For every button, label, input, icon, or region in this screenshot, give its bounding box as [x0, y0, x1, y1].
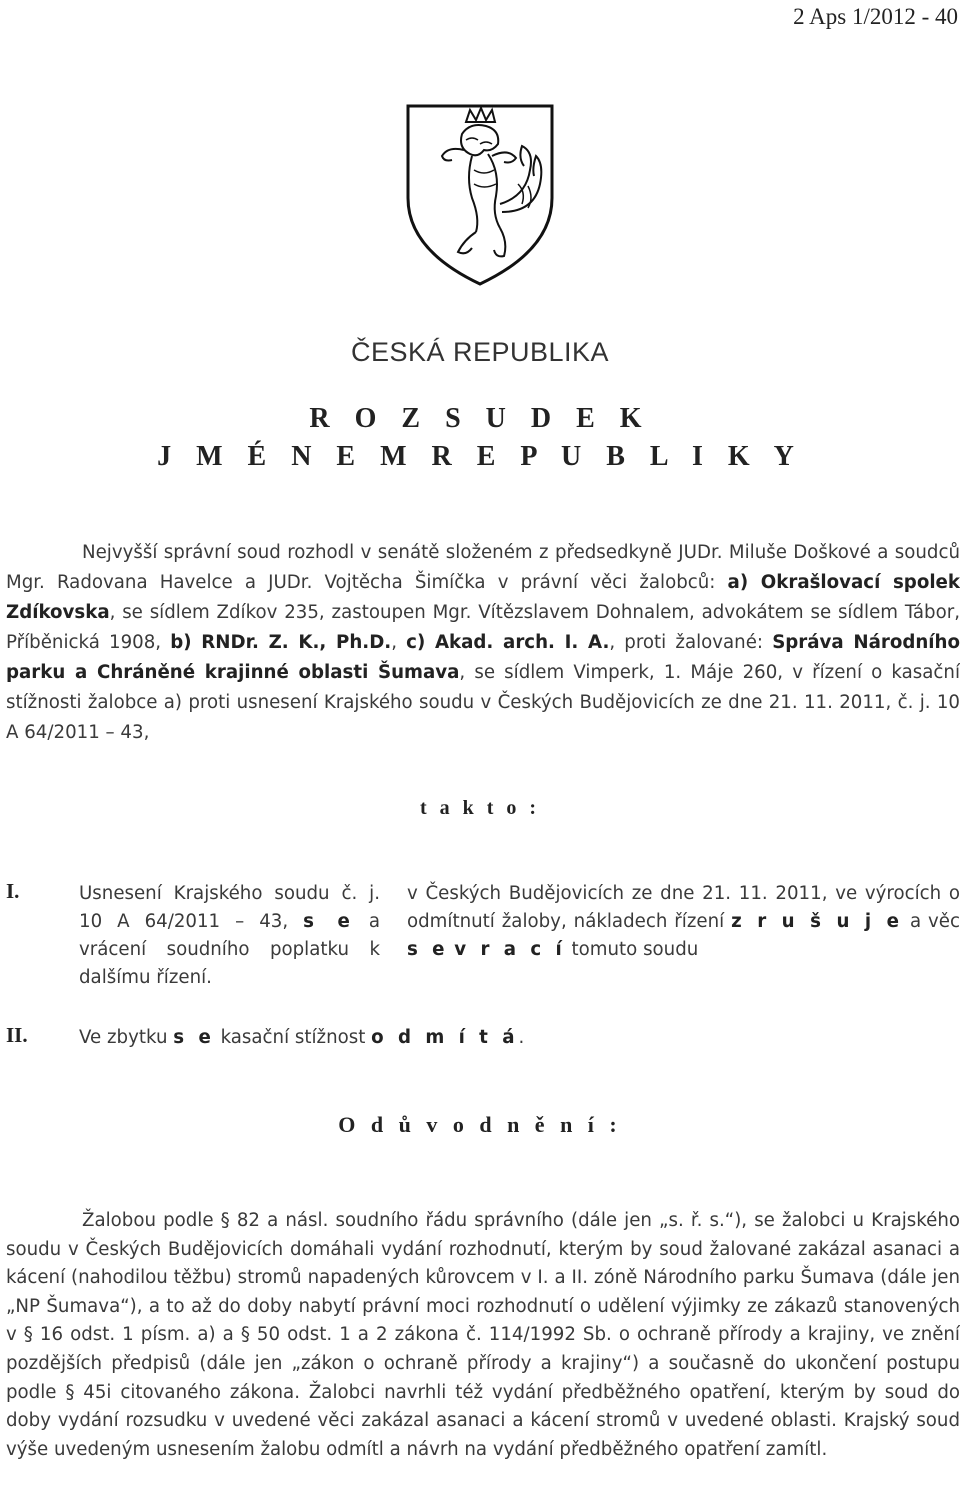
item1-right-zrusuje: z r u š u j e — [731, 911, 903, 932]
party-b: b) RNDr. Z. K., Ph.D. — [170, 632, 392, 653]
item1-right-text-b: a věc — [902, 911, 960, 932]
verdict-item-2-number: II. — [6, 1023, 28, 1047]
item1-left-se: s e — [303, 911, 354, 932]
reasoning-heading: O d ů v o d n ě n í : — [338, 1112, 622, 1137]
verdict-item-1-number: I. — [6, 879, 20, 903]
czech-coat-of-arms-icon — [400, 100, 560, 290]
judgment-subtitle: J M É N E M R E P U B L I K Y — [157, 441, 803, 472]
intro-text-2: , se sídlem Zdíkov 235, zastoupen Mgr. Vítězslavem Dohnalem, advokátem se sídlem Tábor, Příběnická 1908, — [6, 602, 960, 653]
intro-text-1: Nejvyšší správní soud rozhodl v senátě složeném z předsedkyně JUDr. Miluše Doškové a soudců Mgr. Radovana Havelce a JUDr. Vojtěcha Šimíčka v právní věci žalobců: — [6, 542, 960, 593]
party-a: a) Okrašlovací spolek Zdíkovska — [6, 572, 960, 623]
verdict-item-1-right-column — [407, 880, 960, 964]
intro-paragraph — [6, 538, 960, 748]
item1-right-se: s e — [407, 939, 449, 960]
reasoning-text: Žalobou podle § 82 a násl. soudního řádu správního (dále jen „s. ř. s.“), se žalobci u Krajského soudu v Českých Budějovicích domáhali vydání rozhodnutí, kterým by soud žalované zakázal asanaci a kácení (nahodilou těžbu) stromů napadených kůrovcem v I. a II. zóně Národního parku Šumava (dále jen „NP Šumava“), a to až do doby nabytí právní moci rozhodnutí o udělení výjimky ze zákazů stanovených v § 16 odst. 1 písm. a) a § 50 odst. 1 a 2 zákona č. 114/1992 Sb. o ochraně přírody a krajiny, ve znění pozdějších předpisů (dále jen „zákon o ochraně přírody a krajiny“) a současně do ukončení postupu podle § 45i citovaného zákona. Žalobci navrhli též vydání předběžného opatření, kterým by soud do doby vydání rozsudku v uvedené věci zakázal asanaci a kácení stromů v uvedené oblasti. Krajský soud výše uvedeným usnesením žalobu odmítl a návrh na vydání předběžného opatření zamítl. — [6, 1210, 960, 1460]
intro-text-4: , proti žalované: — [609, 632, 773, 653]
item1-left-text-a: Usnesení Krajského soudu č. j. 10 A 64/2011 – 43, — [79, 883, 380, 932]
item2-odmita: o d m í t á — [371, 1027, 519, 1048]
reasoning-paragraph — [6, 1207, 960, 1464]
item2-text-a: Ve zbytku — [79, 1027, 174, 1048]
defendant: Správa Národního parku a Chráněné krajinné oblasti Šumava — [6, 632, 960, 683]
item1-right-vraci: v r a c í — [454, 939, 566, 960]
verdict-item-1-left-column — [79, 880, 380, 992]
party-c: c) Akad. arch. I. A. — [406, 632, 610, 653]
country-name: ČESKÁ REPUBLIKA — [350, 337, 610, 367]
item2-text-b: kasační stížnost — [214, 1027, 372, 1048]
item1-right-text-a: v Českých Budějovicích ze dne 21. 11. 2011, ve výrocích o odmítnutí žaloby, nákladech řízení — [407, 883, 960, 932]
item2-se: s e — [173, 1027, 215, 1048]
judgment-title: R O Z S U D E K — [309, 403, 651, 434]
verdict-heading: t a k t o : — [419, 797, 541, 819]
page-reference: 2 Aps 1/2012 - 40 — [793, 4, 958, 29]
item1-right-text-d: tomuto soudu — [565, 939, 699, 960]
item2-text-c: . — [518, 1027, 525, 1048]
intro-text-3: , — [391, 632, 407, 653]
intro-text-5: , se sídlem Vimperk, 1. Máje 260, v řízení o kasační stížnosti žalobce a) proti usnesení Krajského soudu v Českých Budějovicích ze dne 21. 11. 2011, č. j. 10 A 64/2011 – 43, — [6, 662, 960, 743]
item1-left-text-b: a vrácení soudního poplatku k dalšímu řízení. — [79, 911, 380, 988]
verdict-item-2-text — [79, 1024, 524, 1052]
